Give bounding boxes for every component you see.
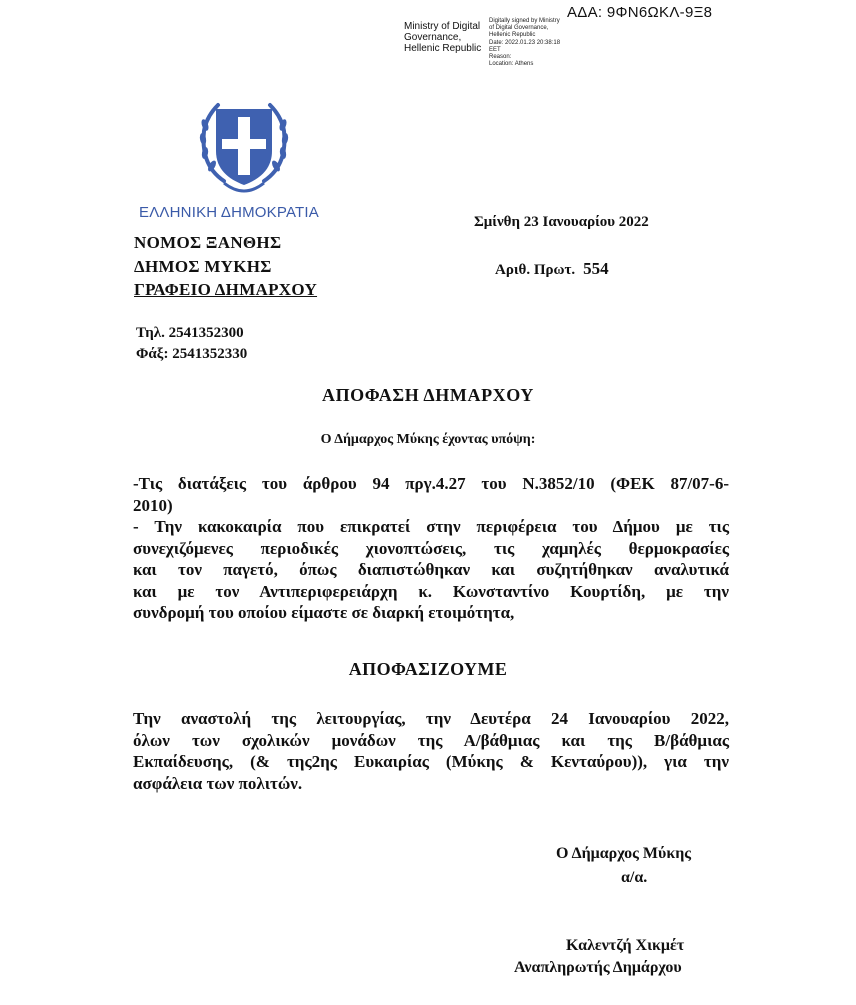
signer-line: Ministry of Digital: [404, 21, 481, 32]
mayor-title: Ο Δήμαρχος Μύκης: [556, 845, 692, 862]
paragraph-line: - Την κακοκαιρία που επικρατεί στην περιφέρεια του Δήμου με τις: [133, 517, 729, 536]
sign-detail-line: Digitally signed by Ministry: [489, 18, 560, 24]
intro-line: Ο Δήμαρχος Μύκης έχοντας υπόψη:: [320, 432, 536, 447]
paragraph-line: και τον παγετό, όπως διαπιστώθηκαν και συζητήθηκαν αναλυτικά: [133, 560, 729, 579]
office-line: ΓΡΑΦΕΙΟ ΔΗΜΑΡΧΟΥ: [134, 280, 318, 299]
paragraph-line: Την αναστολή της λειτουργίας, την Δευτέρα 24 Ιανουαρίου 2022,: [133, 709, 729, 728]
paragraph-line: συνδρομή του οποίου είμαστε σε διαρκή ετοιμότητα,: [133, 603, 515, 622]
sign-detail-line: Reason:: [489, 54, 512, 61]
municipality-line: ΔΗΜΟΣ ΜΥΚΗΣ: [134, 257, 272, 276]
decision-paragraph: [133, 708, 729, 794]
protocol-label: Αριθ. Πρωτ.: [495, 262, 576, 278]
prefecture-line: ΝΟΜΟΣ ΞΑΝΘΗΣ: [134, 233, 282, 252]
decide-heading: ΑΠΟΦΑΣΙΖΟΥΜΕ: [348, 659, 508, 679]
decision-title: ΑΠΟΦΑΣΗ ΔΗΜΑΡΧΟΥ: [321, 385, 535, 405]
ada-code: ΑΔΑ: 9ΦΝ6ΩΚΛ-9Ξ8: [567, 4, 713, 21]
signer-line: Governance,: [404, 32, 462, 43]
paragraph-line: -Τις διατάξεις του άρθρου 94 πργ.4.27 του Ν.3852/10 (ΦΕΚ 87/07-6-: [133, 474, 729, 493]
protocol-number: [495, 259, 609, 279]
signatory-name: Καλεντζή Χικμέτ: [566, 937, 685, 954]
paragraph-line: ασφάλεια των πολιτών.: [133, 773, 303, 793]
paragraph-line: Εκπαίδευσης, (& της2ης Ευκαιρίας (Μύκης & Κενταύρου)), για την: [133, 752, 729, 771]
sign-detail-line: EET: [489, 46, 501, 53]
sign-detail-line: Date: 2022.01.23 20:38:18: [489, 39, 561, 46]
signer-line: Hellenic Republic: [404, 43, 482, 54]
paragraph-line: και με τον Αντιπεριφερειάρχη κ. Κωνσταντίνο Κουρτίδη, με την: [133, 581, 729, 601]
sign-detail-line: Hellenic Republic: [489, 32, 536, 39]
paragraph-line: 2010): [133, 495, 173, 515]
phone-line: Τηλ. 2541352300: [136, 325, 244, 341]
sign-detail-line: of Digital Governance,: [489, 25, 549, 32]
fax-line: Φάξ: 2541352330: [136, 346, 248, 362]
paragraph-line: όλων των σχολικών μονάδων της Α/βάθμιας και της Β/βάθμιας: [133, 730, 729, 750]
republic-label: ΕΛΛΗΝΙΚΗ ΔΗΜΟΚΡΑΤΙΑ: [139, 204, 319, 221]
paragraph-line: συνεχιζόμενες περιοδικές χιονοπτώσεις, τις χαμηλές θερμοκρασίες: [133, 538, 729, 558]
signer-block: [404, 21, 481, 54]
protocol-value: 554: [583, 259, 609, 278]
document-date: Σμίνθη 23 Ιανουαρίου 2022: [474, 214, 649, 230]
sign-detail-line: Location: Athens: [489, 61, 534, 68]
signatory-role: Αναπληρωτής Δημάρχου: [514, 959, 682, 976]
signature-details: [489, 18, 560, 68]
on-behalf-mark: α/α.: [621, 869, 648, 886]
hellenic-coat-of-arms-icon: [194, 95, 294, 201]
considerations-paragraph: [133, 473, 729, 624]
